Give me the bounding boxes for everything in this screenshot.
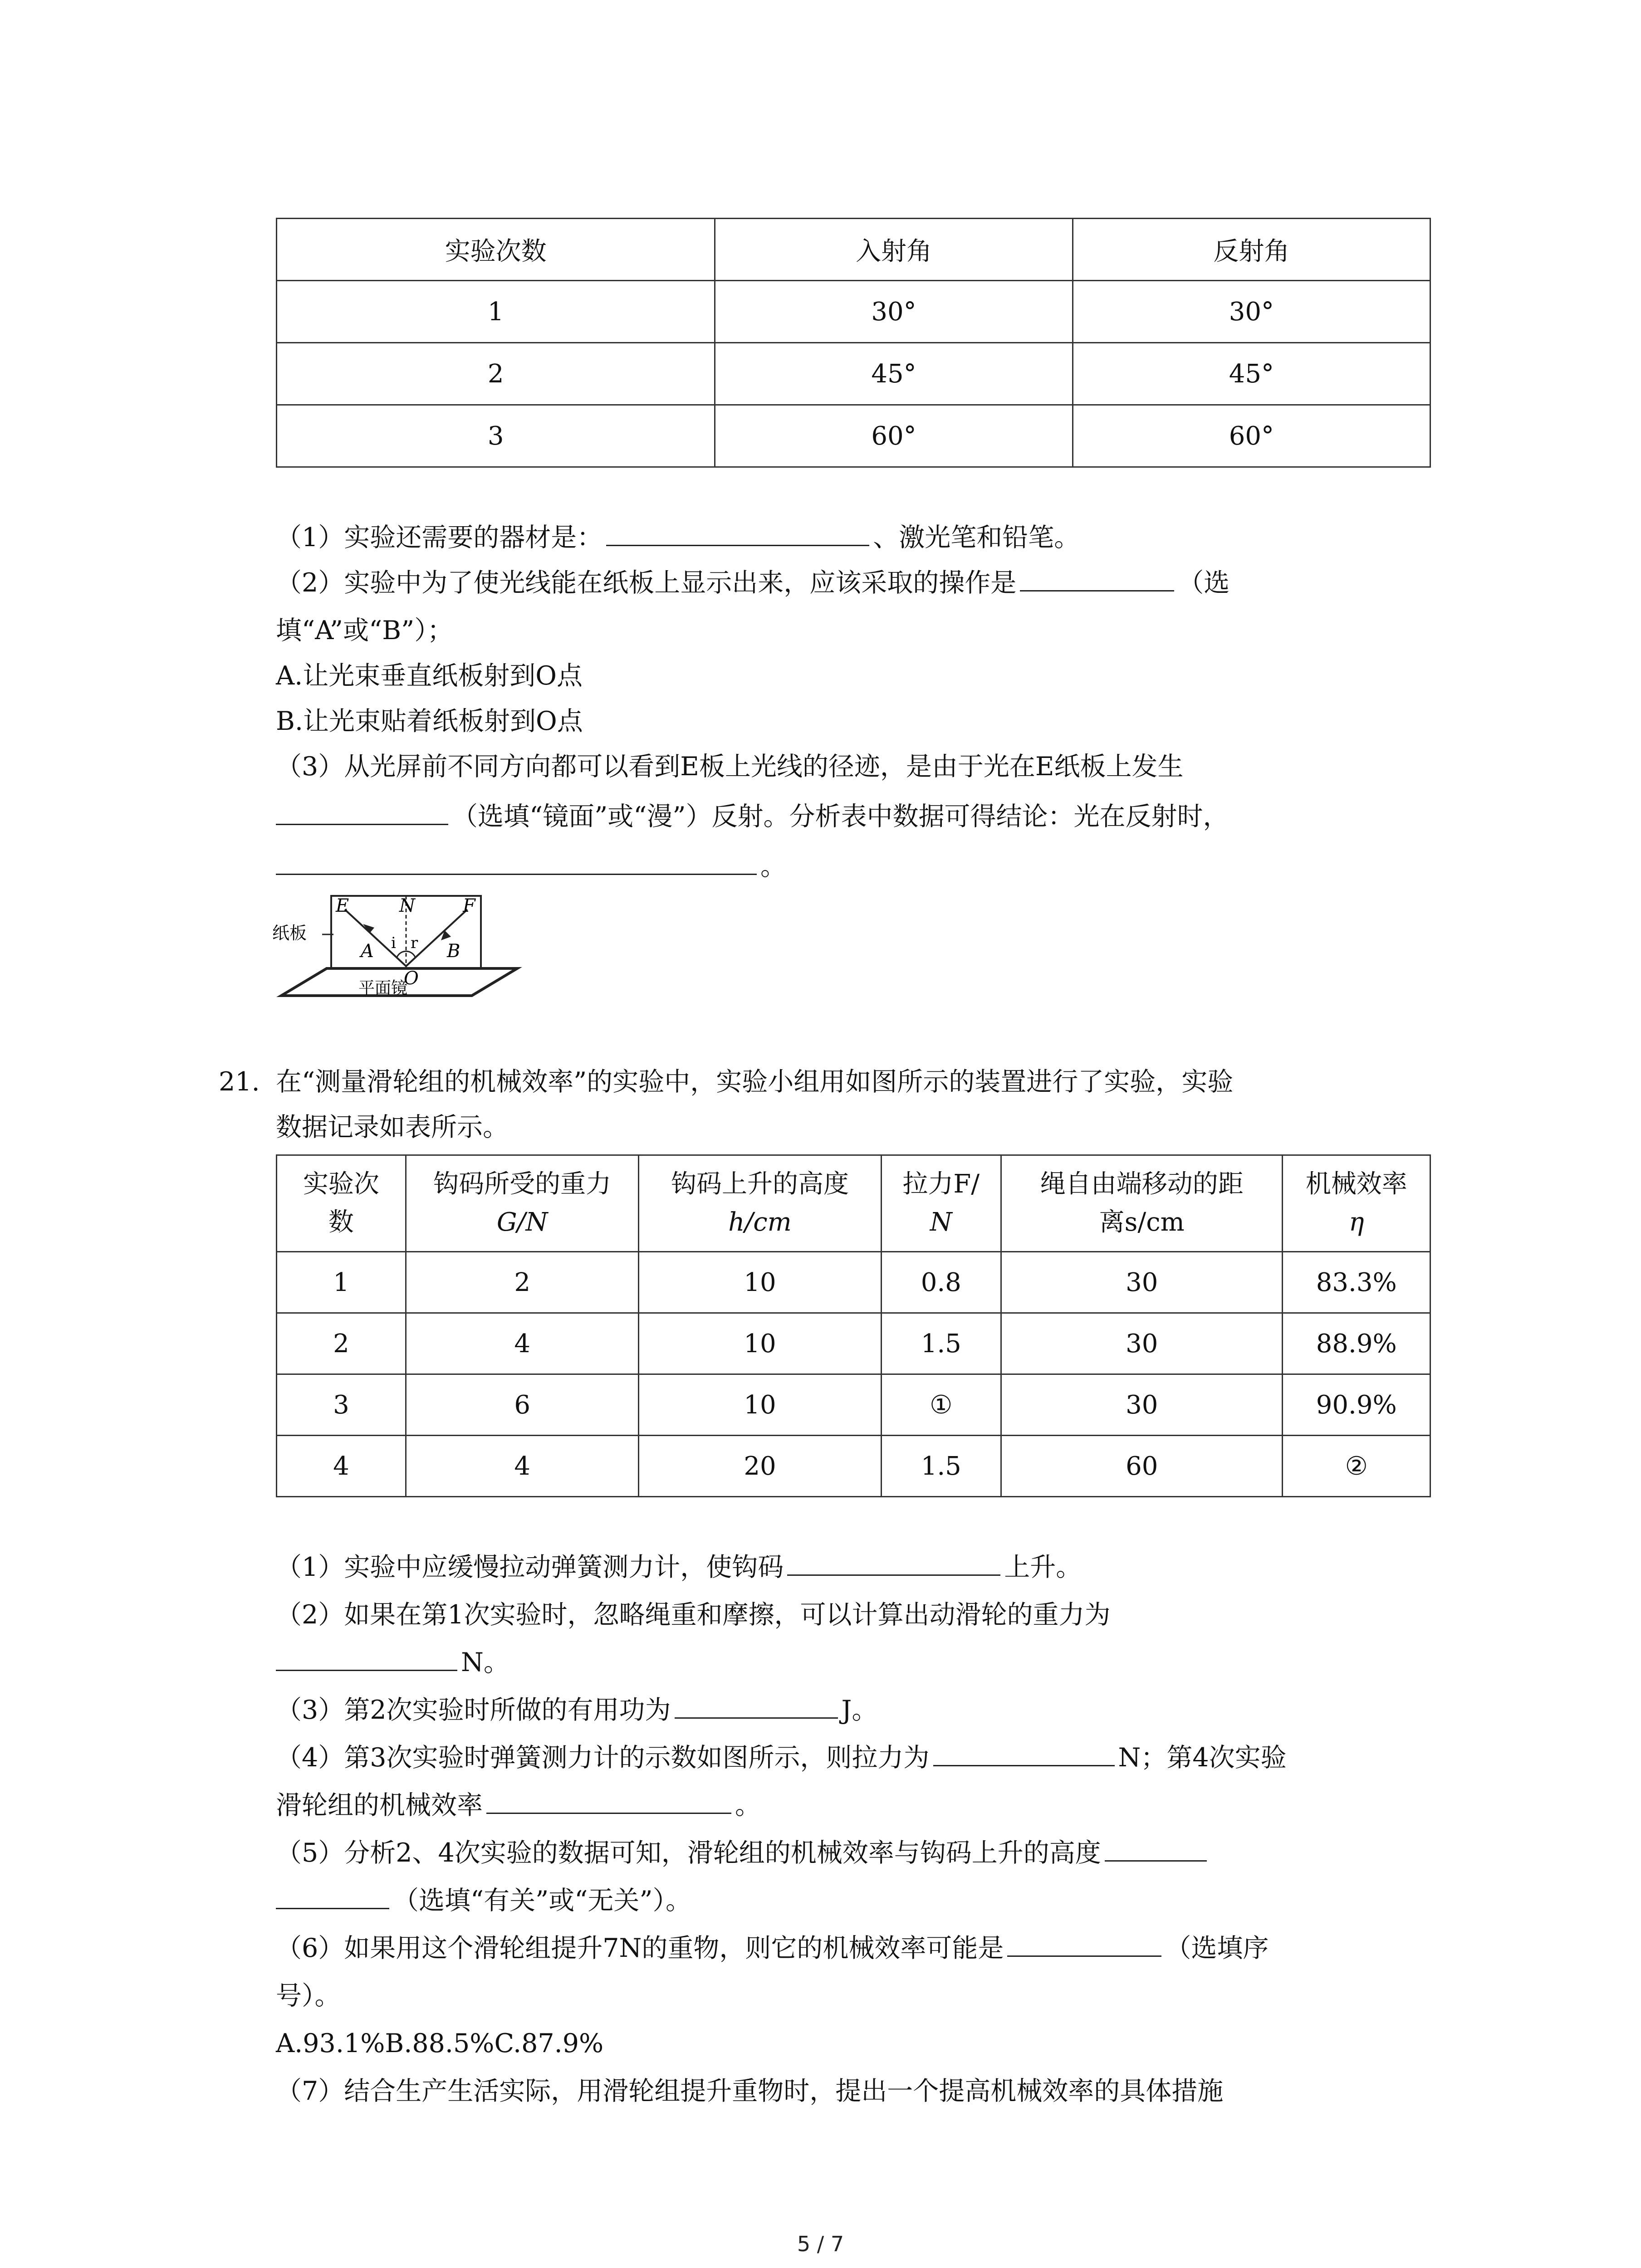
q20-part1-text: （1）实验还需要的器材是： (276, 523, 603, 552)
table-header-cell: 钩码上升的高度 h/cm (639, 1155, 881, 1252)
q21-part1-suffix: 上升。 (1004, 1552, 1082, 1582)
table-cell: ① (881, 1374, 1001, 1436)
q21-part5-suffix: （选填“有关”或“无关”）。 (393, 1886, 692, 1916)
q20-part3-cont (276, 796, 1229, 837)
q21-part2-cont (276, 1642, 509, 1683)
table-cell: 60° (715, 405, 1073, 467)
table-row (277, 1252, 1430, 1313)
question-number: 21. (219, 1067, 260, 1097)
table-header-cell: 反射角 (1073, 219, 1430, 281)
table-cell: 1.5 (881, 1436, 1001, 1497)
q21-part4-suffix: N；第4次实验 (1118, 1743, 1287, 1773)
q21-part7: （7）结合生产生活实际，用滑轮组提升重物时，提出一个提高机械效率的具体措施 (276, 2076, 1224, 2106)
answer-blank[interactable] (276, 848, 757, 875)
table-cell: 30 (1001, 1374, 1282, 1436)
mirror-label: 平面镜 (358, 979, 408, 997)
reflection-angle-table (276, 218, 1431, 468)
q20-part3-end: 。 (760, 851, 786, 881)
label-i: i (391, 934, 396, 952)
answer-blank[interactable] (1007, 1930, 1161, 1957)
table-cell: 10 (639, 1374, 881, 1436)
q21-part4-end: 。 (735, 1790, 761, 1820)
table-cell: 45° (715, 343, 1073, 405)
table-cell: ② (1283, 1436, 1430, 1497)
table-row (277, 281, 1430, 343)
q21-part2: （2）如果在第1次实验时，忽略绳重和摩擦，可以计算出动滑轮的重力为 (276, 1600, 1111, 1630)
q20-part1-suffix: 、激光笔和铅笔。 (873, 523, 1080, 552)
q21-part6-cont: 号）。 (276, 1981, 341, 2011)
q21-part6-text: （6）如果用这个滑轮组提升7N的重物，则它的机械效率可能是 (276, 1933, 1004, 1963)
q21-part2-suffix: N。 (461, 1647, 509, 1677)
label-b: B (447, 941, 460, 962)
table-header-cell: 绳自由端移动的距 离s/cm (1001, 1155, 1282, 1252)
q20-option-b: B.让光束贴着纸板射到O点 (276, 706, 583, 736)
table-row (277, 1313, 1430, 1374)
q20-part3-conclusion (276, 846, 786, 887)
answer-blank[interactable] (486, 1787, 731, 1814)
q20-part1 (276, 517, 1080, 558)
answer-blank[interactable] (675, 1692, 838, 1719)
table-cell: 6 (406, 1374, 639, 1436)
answer-blank[interactable] (276, 798, 448, 825)
table-cell: 88.9% (1283, 1313, 1430, 1374)
q21-part3-suffix: J。 (841, 1695, 878, 1725)
label-o: O (404, 968, 419, 989)
reflection-diagram (272, 891, 526, 1014)
table-header-cell: 机械效率 η (1283, 1155, 1430, 1252)
q20-part2-suffix: （选 (1178, 568, 1230, 598)
table-cell: 0.8 (881, 1252, 1001, 1313)
label-n: N (399, 895, 415, 916)
table-cell: 3 (277, 1374, 406, 1436)
table-cell: 10 (639, 1313, 881, 1374)
answer-blank[interactable] (933, 1740, 1115, 1766)
table-cell: 4 (406, 1313, 639, 1374)
table-cell: 20 (639, 1436, 881, 1497)
answer-blank[interactable] (787, 1549, 1000, 1576)
table-cell: 10 (639, 1252, 881, 1313)
q21-part4-cont (276, 1785, 761, 1826)
page-number: 5 / 7 (797, 2232, 844, 2256)
table-header-cell: 入射角 (715, 219, 1073, 281)
table-cell: 30° (715, 281, 1073, 343)
q21-intro: 在“测量滑轮组的机械效率”的实验中，实验小组用如图所示的装置进行了实验，实验 (276, 1067, 1234, 1097)
q20-option-a: A.让光束垂直纸板射到O点 (276, 661, 583, 691)
table-header-cell: 拉力F/ N (881, 1155, 1001, 1252)
table-cell: 2 (277, 343, 715, 405)
q21-part4-text2: 滑轮组的机械效率 (276, 1790, 483, 1820)
table-cell: 4 (406, 1436, 639, 1497)
table-row (277, 1374, 1430, 1436)
q21-part3-text: （3）第2次实验时所做的有用功为 (276, 1695, 671, 1725)
board-label: 纸板 (272, 923, 307, 943)
table-row (277, 405, 1430, 467)
label-f: F (463, 895, 475, 916)
q21-intro-cont: 数据记录如表所示。 (276, 1112, 509, 1142)
q20-part2-text: （2）实验中为了使光线能在纸板上显示出来，应该采取的操作是 (276, 568, 1017, 598)
q21-part6-suffix: （选填序 (1165, 1933, 1269, 1963)
q20-part2-cont: 填“A”或“B”）； (276, 616, 453, 645)
q20-part3-text: （选填“镜面”或“漫”）反射。分析表中数据可得结论：光在反射时， (452, 802, 1229, 831)
incident-ray (345, 909, 406, 966)
table-cell: 3 (277, 405, 715, 467)
label-a: A (361, 941, 374, 962)
table-cell: 4 (277, 1436, 406, 1497)
answer-blank[interactable] (1020, 565, 1174, 591)
table-cell: 45° (1073, 343, 1430, 405)
q21-part4 (276, 1737, 1287, 1778)
q21-part5-text: （5）分析2、4次实验的数据可知，滑轮组的机械效率与钩码上升的高度 (276, 1838, 1101, 1868)
table-cell: 2 (406, 1252, 639, 1313)
q21-part6 (276, 1928, 1269, 1969)
table-header-row (277, 1155, 1430, 1252)
table-cell: 90.9% (1283, 1374, 1430, 1436)
table-row (277, 1436, 1430, 1497)
table-header-cell: 实验次 数 (277, 1155, 406, 1252)
q21-part3 (276, 1690, 877, 1730)
q20-part2 (276, 562, 1230, 603)
label-e: E (336, 895, 349, 916)
q21-part1 (276, 1547, 1082, 1588)
answer-blank[interactable] (1105, 1835, 1207, 1862)
q21-part4-text: （4）第3次实验时弹簧测力计的示数如图所示，则拉力为 (276, 1743, 930, 1773)
table-cell: 30 (1001, 1252, 1282, 1313)
q21-part1-text: （1）实验中应缓慢拉动弹簧测力计，使钩码 (276, 1552, 784, 1582)
table-cell: 1 (277, 1252, 406, 1313)
table-cell: 60° (1073, 405, 1430, 467)
table-cell: 1.5 (881, 1313, 1001, 1374)
table-cell: 2 (277, 1313, 406, 1374)
q21-part5 (276, 1833, 1210, 1873)
table-cell: 30° (1073, 281, 1430, 343)
table-header-row (277, 219, 1430, 281)
q21-part5-cont (276, 1880, 691, 1921)
label-r: r (411, 934, 418, 952)
q21-part6-options: A.93.1%B.88.5%C.87.9% (276, 2028, 604, 2058)
table-cell: 60 (1001, 1436, 1282, 1497)
answer-blank[interactable] (276, 1882, 389, 1909)
table-header-cell: 钩码所受的重力 G/N (406, 1155, 639, 1252)
table-cell: 1 (277, 281, 715, 343)
table-row (277, 343, 1430, 405)
table-cell: 83.3% (1283, 1252, 1430, 1313)
table-cell: 30 (1001, 1313, 1282, 1374)
pulley-efficiency-table (276, 1154, 1431, 1497)
answer-blank[interactable] (606, 519, 869, 546)
answer-blank[interactable] (276, 1644, 457, 1671)
q20-part3: （3）从光屏前不同方向都可以看到E板上光线的径迹，是由于光在E纸板上发生 (276, 752, 1184, 782)
table-header-cell: 实验次数 (277, 219, 715, 281)
